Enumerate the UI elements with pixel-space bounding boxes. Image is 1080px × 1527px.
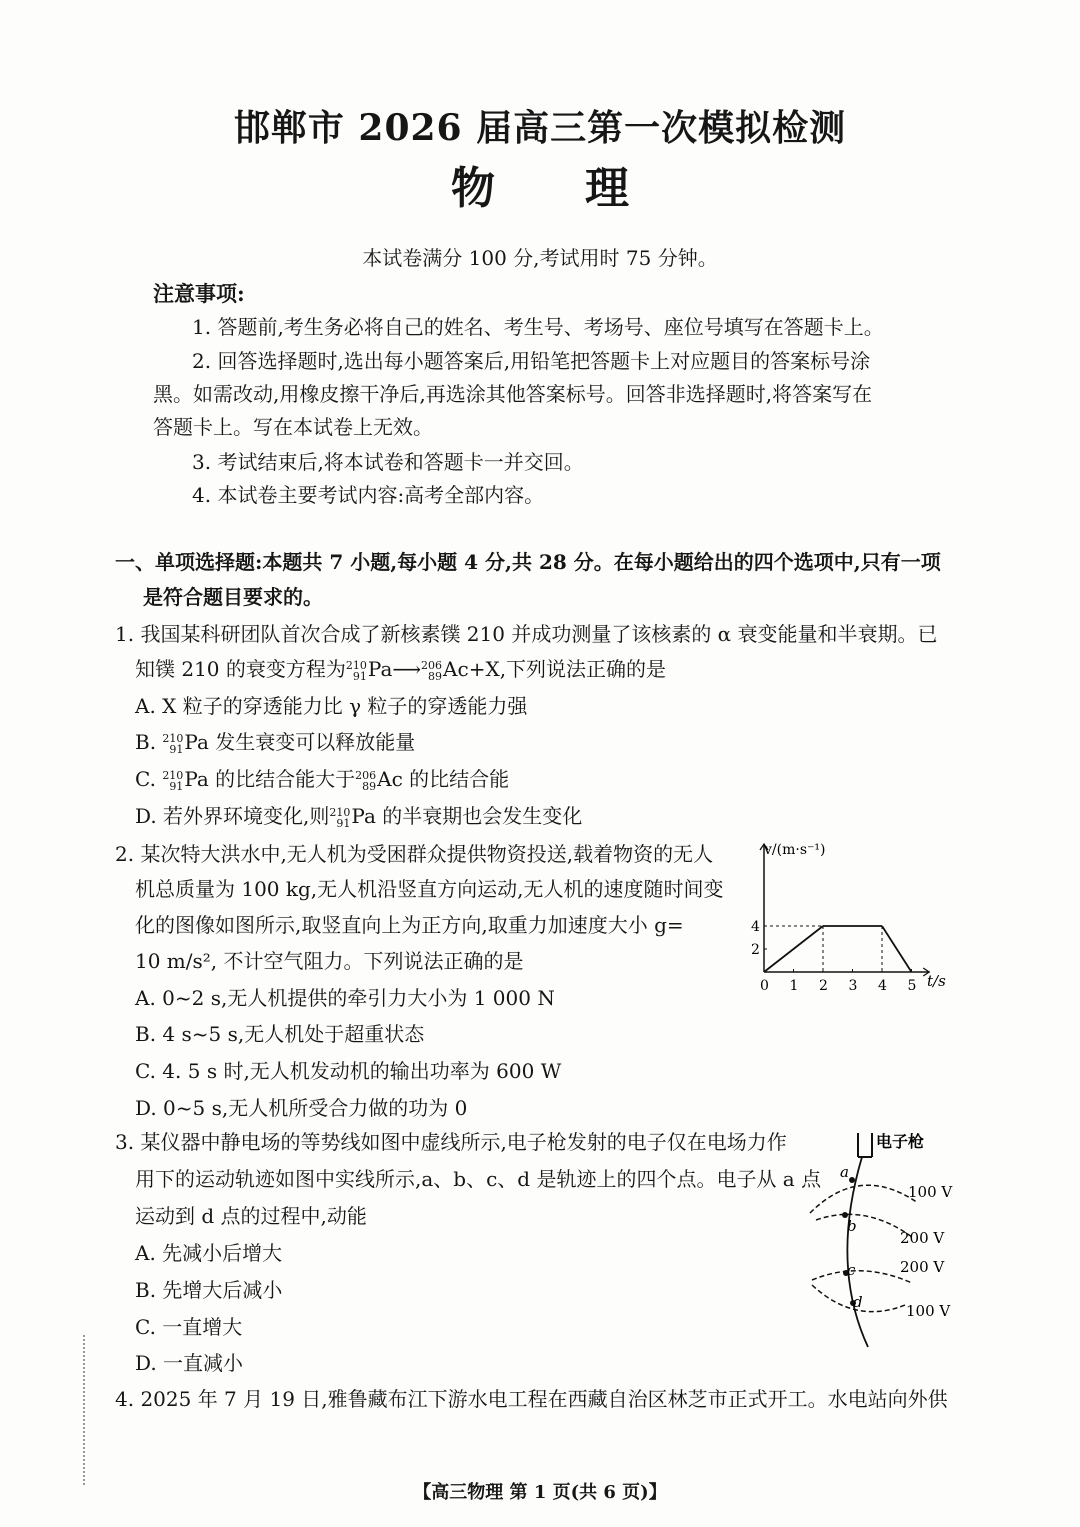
nuclide-ac: 206 89 (421, 658, 443, 683)
x-tick-label: 0 (760, 978, 769, 994)
potential-label: 100 V (908, 1183, 953, 1201)
electric-field-figure (800, 1125, 960, 1355)
subject-title: 物理 (451, 163, 719, 214)
binding-margin-dots (83, 1335, 85, 1485)
q3-stem: 3. 某仪器中静电场的等势线如图中虚线所示,电子枪发射的电子仅在电场力作 (115, 1130, 787, 1154)
q3-stem: 用下的运动轨迹如图中实线所示,a、b、c、d 是轨迹上的四个点。电子从 a 点 (135, 1167, 822, 1191)
chart-xlabel: t/s (927, 972, 946, 990)
notice-heading: 注意事项: (153, 281, 245, 306)
velocity-time-chart (740, 836, 965, 996)
chart-ylabel: v/(m·s⁻¹) (764, 842, 826, 858)
notice-item: 4. 本试卷主要考试内容:高考全部内容。 (192, 483, 545, 507)
gun-label: 电子枪 (876, 1132, 925, 1151)
exam-title: 邯郸市 2026 届高三第一次模拟检测 (233, 107, 847, 149)
x-tick-label: 1 (789, 978, 799, 994)
q2-option-d: D. 0~5 s,无人机所受合力做的功为 0 (135, 1096, 468, 1120)
q1-option-b: B. 210 91 Pa 发生衰变可以释放能量 (135, 730, 416, 756)
q2-option-c: C. 4. 5 s 时,无人机发动机的输出功率为 600 W (135, 1059, 562, 1083)
q2-stem: 化的图像如图所示,取竖直向上为正方向,取重力加速度大小 g= (135, 913, 684, 937)
x-tick-label: 4 (878, 978, 887, 994)
point-c: c (847, 1261, 856, 1279)
q2-stem: 10 m/s², 不计空气阻力。下列说法正确的是 (135, 949, 524, 973)
notice-item: 1. 答题前,考生务必将自己的姓名、考生号、考场号、座位号填写在答题卡上。 (192, 315, 884, 339)
q2-stem: 2. 某次特大洪水中,无人机为受困群众提供物资投送,载着物资的无人 (115, 842, 714, 866)
q4-stem: 4. 2025 年 7 月 19 日,雅鲁藏布江下游水电工程在西藏自治区林芝市正式开工。水电站向外供 (115, 1387, 948, 1411)
x-tick-label: 5 (907, 978, 917, 994)
exam-info: 本试卷满分 100 分,考试用时 75 分钟。 (362, 246, 718, 270)
q3-stem: 运动到 d 点的过程中,动能 (135, 1204, 367, 1228)
q3-option-c: C. 一直增大 (135, 1315, 243, 1339)
q2-option-b: B. 4 s~5 s,无人机处于超重状态 (135, 1022, 425, 1046)
q2-option-a: A. 0~2 s,无人机提供的牵引力大小为 1 000 N (135, 986, 555, 1010)
potential-label: 100 V (906, 1302, 951, 1320)
notice-item: 2. 回答选择题时,选出每小题答案后,用铅笔把答题卡上对应题目的答案标号涂 (192, 349, 871, 373)
velocity-segment (882, 926, 912, 972)
x-tick-label: 3 (848, 978, 858, 994)
y-tick-label: 4 (751, 919, 760, 935)
q3-option-d: D. 一直减小 (135, 1351, 244, 1375)
page-footer: 【高三物理 第 1 页(共 6 页)】 (413, 1482, 667, 1503)
q2-stem: 机总质量为 100 kg,无人机沿竖直方向运动,无人机的速度随时间变 (135, 877, 724, 901)
q1-option-d: D. 若外界环境变化,则 210 91 Pa 的半衰期也会发生变化 (135, 804, 583, 830)
nuclide-pa: 210 91 (345, 658, 367, 683)
q1-stem-equation: 知镤 210 的衰变方程为 210 91 Pa⟶ 206 89 Ac+X,下列说法正确的是 (135, 657, 667, 683)
x-tick-label: 2 (819, 978, 828, 994)
q1-stem: 1. 我国某科研团队首次合成了新核素镤 210 并成功测量了该核素的 α 衰变能量和半衰期。已 (115, 622, 938, 646)
velocity-segment (764, 926, 823, 972)
section-heading-cont: 是符合题目要求的。 (143, 585, 323, 609)
q3-option-b: B. 先增大后减小 (135, 1278, 283, 1302)
point-b: b (847, 1217, 857, 1235)
q3-option-a: A. 先减小后增大 (135, 1241, 283, 1265)
point-d: d (853, 1293, 863, 1311)
point-a: a (840, 1163, 849, 1181)
potential-label: 200 V (900, 1229, 945, 1247)
notice-item: 3. 考试结束后,将本试卷和答题卡一并交回。 (192, 450, 584, 474)
potential-label: 200 V (900, 1258, 945, 1276)
q1-option-c: C. 210 91 Pa 的比结合能大于 206 89 Ac 的比结合能 (135, 767, 510, 793)
notice-item: 黑。如需改动,用橡皮擦干净后,再选涂其他答案标号。回答非选择题时,将答案写在 (153, 382, 873, 406)
section-heading: 一、单项选择题:本题共 7 小题,每小题 4 分,共 28 分。在每小题给出的四个选项中,只有一项 (115, 550, 941, 574)
notice-item: 答题卡上。写在本试卷上无效。 (153, 415, 433, 439)
q1-option-a: A. X 粒子的穿透能力比 γ 粒子的穿透能力强 (135, 694, 528, 718)
y-tick-label: 2 (751, 942, 760, 958)
